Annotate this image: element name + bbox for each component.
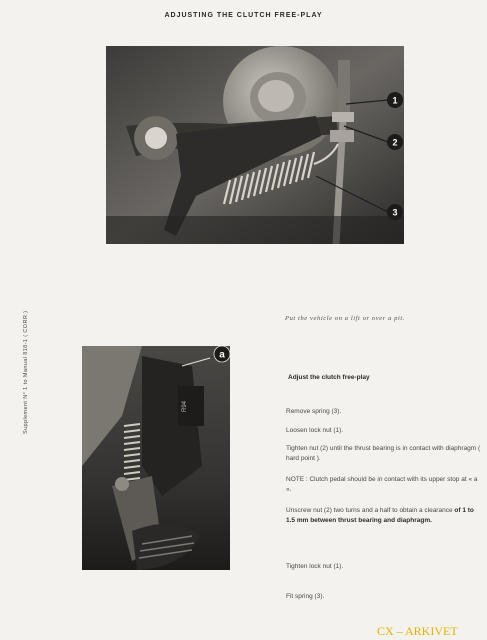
callout-a-marker [214,346,230,362]
supplement-side-note: Supplement N° 1 to Manual 818-1 ( CORR ) [23,310,29,434]
page-title: ADJUSTING THE CLUTCH FREE-PLAY [164,12,323,19]
step-fit-spring: Fit spring (3). [286,593,325,600]
step-loosen-lock-nut: Loosen lock nut (1). [286,427,344,434]
callout-2-label: 2 [392,137,398,148]
part-mark-label: R94 [182,400,188,412]
callout-2-marker [387,134,403,150]
section-heading: Adjust the clutch free-play [288,374,370,381]
clutch-fork-photo [106,46,404,244]
step-unscrew-nut [286,506,482,526]
step-remove-spring: Remove spring (3). [286,408,342,415]
archive-watermark: CX – ARKIVET [377,624,458,638]
callout-3-marker [387,204,403,220]
vehicle-lift-caption: Put the vehicle on a lift or over a pit. [285,315,406,322]
callout-1-marker [387,92,403,108]
step-unscrew-nut-clearance: of 1 to 1.5 mm between thrust bearing and diaphragm. [286,507,474,524]
clutch-pedal-photo [82,346,230,570]
step-tighten-lock-nut: Tighten lock nut (1). [286,563,344,570]
callout-a-label: a [219,349,225,361]
callout-1-label: 1 [392,95,398,106]
step-note-pedal-stop: NOTE : Clutch pedal should be in contact with its upper stop at « a ». [286,476,478,493]
callout-3-label: 3 [392,207,398,218]
step-unscrew-nut-text: Unscrew nut (2) two turns and a half to obtain a clearance [286,507,453,514]
step-tighten-nut: Tighten nut (2) until the thrust bearing is in contact with diaphragm ( hard point ). [286,445,481,462]
